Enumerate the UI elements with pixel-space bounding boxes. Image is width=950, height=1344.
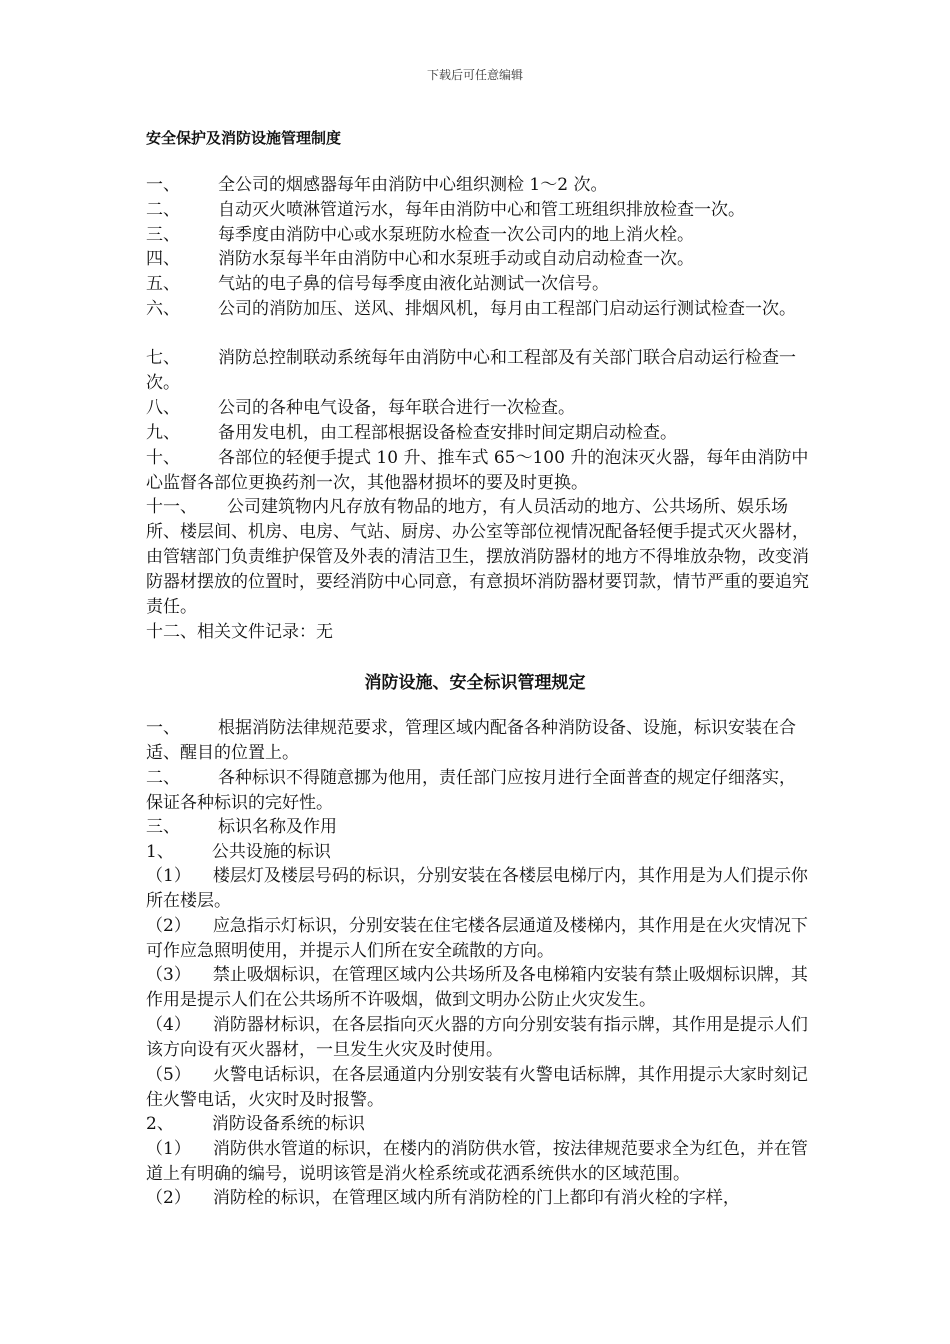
item-text: 备用发电机，由工程部根据设备检查安排时间定期启动检查。: [218, 423, 677, 443]
item-text: 自动灭火喷淋管道污水，每年由消防中心和管工班组织排放检查一次。: [218, 200, 745, 220]
item-text: 标识名称及作用: [218, 817, 337, 837]
item-text: 消防栓的标识，在管理区域内所有消防栓的门上都印有消火栓的字样，: [212, 1188, 740, 1208]
list-item: [146, 840, 811, 865]
item-number: （1）: [146, 1139, 191, 1159]
list-item: [146, 716, 811, 766]
item-number: 六、: [146, 299, 180, 319]
item-text: 消防供水管道的标识，在楼内的消防供水管，按法律规范要求全为红色，并在管道上有明确的编号，说明该管是消火栓系统或花洒系统供水的区域范围。: [146, 1139, 808, 1184]
item-text: 楼层灯及楼层号码的标识，分别安装在各楼层电梯厅内，其作用是为人们提示你所在楼层。: [146, 866, 808, 911]
item-number: 十二、: [146, 622, 197, 642]
list-item: [146, 421, 811, 446]
list-item: [146, 1112, 811, 1137]
list-item: [146, 272, 811, 297]
section2-title: 消防设施、安全标识管理规定: [364, 673, 586, 693]
list-item: [146, 1063, 811, 1113]
item-text: 公司的各种电气设备，每年联合进行一次检查。: [218, 398, 575, 418]
item-number: 九、: [146, 423, 180, 443]
list-item: [146, 1013, 811, 1063]
list-item: [146, 223, 811, 248]
item-number: （1）: [146, 866, 191, 886]
list-item: [146, 1137, 811, 1187]
item-text: 消防设备系统的标识: [211, 1114, 365, 1134]
item-text: 相关文件记录：无: [197, 622, 333, 642]
item-number: 四、: [146, 249, 180, 269]
section1-title: 安全保护及消防设施管理制度: [146, 129, 342, 147]
item-number: 2、: [146, 1114, 174, 1134]
list-item: [146, 173, 811, 198]
item-number: 五、: [146, 274, 180, 294]
item-number: 三、: [146, 817, 180, 837]
item-number: 十、: [146, 448, 180, 468]
list-item: [146, 864, 811, 914]
list-item: [146, 766, 811, 816]
item-text: 禁止吸烟标识，在管理区域内公共场所及各电梯箱内安装有禁止吸烟标识牌，其作用是提示人们在公共场所不许吸烟，做到文明办公防止火灾发生。: [146, 965, 808, 1010]
list-item: [146, 346, 811, 396]
item-number: 七、: [146, 348, 180, 368]
item-number: （2）: [146, 916, 191, 936]
item-text: 消防总控制联动系统每年由消防中心和工程部及有关部门联合启动运行检查一次。: [146, 348, 796, 393]
list-item: [146, 620, 811, 645]
item-number: （5）: [146, 1065, 191, 1085]
list-item: [146, 247, 811, 272]
item-text: 消防器材标识，在各层指向灭火器的方向分别安装有指示牌，其作用是提示人们该方向设有灭火器材，一旦发生火灾及时使用。: [146, 1015, 808, 1060]
list-item: [146, 297, 811, 322]
item-text: 全公司的烟感器每年由消防中心组织测检 1～2 次。: [218, 175, 608, 195]
list-item: [146, 446, 811, 496]
list-item: [146, 495, 811, 620]
item-text: 各部位的轻便手提式 10 升、推车式 65～100 升的泡沫灭火器，每年由消防中心监督各部位更换药剂一次，其他器材损坏的要及时更换。: [146, 448, 809, 493]
item-number: 二、: [146, 768, 180, 788]
list-item: [146, 198, 811, 223]
item-text: 应急指示灯标识，分别安装在住宅楼各层通道及楼梯内，其作用是在火灾情况下可作应急照明使用，并提示人们所在安全疏散的方向。: [146, 916, 808, 961]
item-text: 公司建筑物内凡存放有物品的地方，有人员活动的地方、公共场所、娱乐场所、楼层间、机房、电房、气站、厨房、办公室等部位视情况配备轻便手提式灭火器材，由管辖部门负责维护保管及外表的清洁卫生，摆放消防器材的地方不得堆放杂物，改变消防器材摆放的位置时，要经消防中心同意，有意损坏消防器材要罚款，情节严重的要追究责任。: [146, 497, 809, 617]
list-item: [146, 1186, 811, 1211]
item-text: 气站的电子鼻的信号每季度由液化站测试一次信号。: [218, 274, 609, 294]
item-number: （2）: [146, 1188, 191, 1208]
list-item: [146, 914, 811, 964]
item-number: （4）: [146, 1015, 191, 1035]
list-item: [146, 396, 811, 421]
item-number: （3）: [146, 965, 191, 985]
list-item: [146, 963, 811, 1013]
item-number: 十一、: [146, 497, 197, 517]
item-number: 八、: [146, 398, 180, 418]
item-number: 三、: [146, 225, 180, 245]
item-text: 公共设施的标识: [211, 842, 331, 862]
item-text: 每季度由消防中心或水泵班防水检查一次公司内的地上消火栓。: [218, 225, 694, 245]
item-number: 二、: [146, 200, 180, 220]
page-header: 下载后可任意编辑: [426, 68, 523, 82]
list-item: [146, 815, 811, 840]
item-text: 火警电话标识，在各层通道内分别安装有火警电话标牌，其作用提示大家时刻记住火警电话，火灾时及时报警。: [146, 1065, 808, 1110]
item-text: 根据消防法律规范要求，管理区域内配备各种消防设备、设施，标识安装在合适、醒目的位置上。: [146, 718, 796, 763]
item-number: 一、: [146, 718, 180, 738]
item-text: 公司的消防加压、送风、排烟风机，每月由工程部门启动运行测试检查一次。: [218, 299, 796, 319]
item-text: 消防水泵每半年由消防中心和水泵班手动或自动启动检查一次。: [218, 249, 694, 269]
item-number: 1、: [146, 842, 174, 862]
item-number: 一、: [146, 175, 180, 195]
item-text: 各种标识不得随意挪为他用，责任部门应按月进行全面普查的规定仔细落实，保证各种标识的完好性。: [146, 768, 796, 813]
